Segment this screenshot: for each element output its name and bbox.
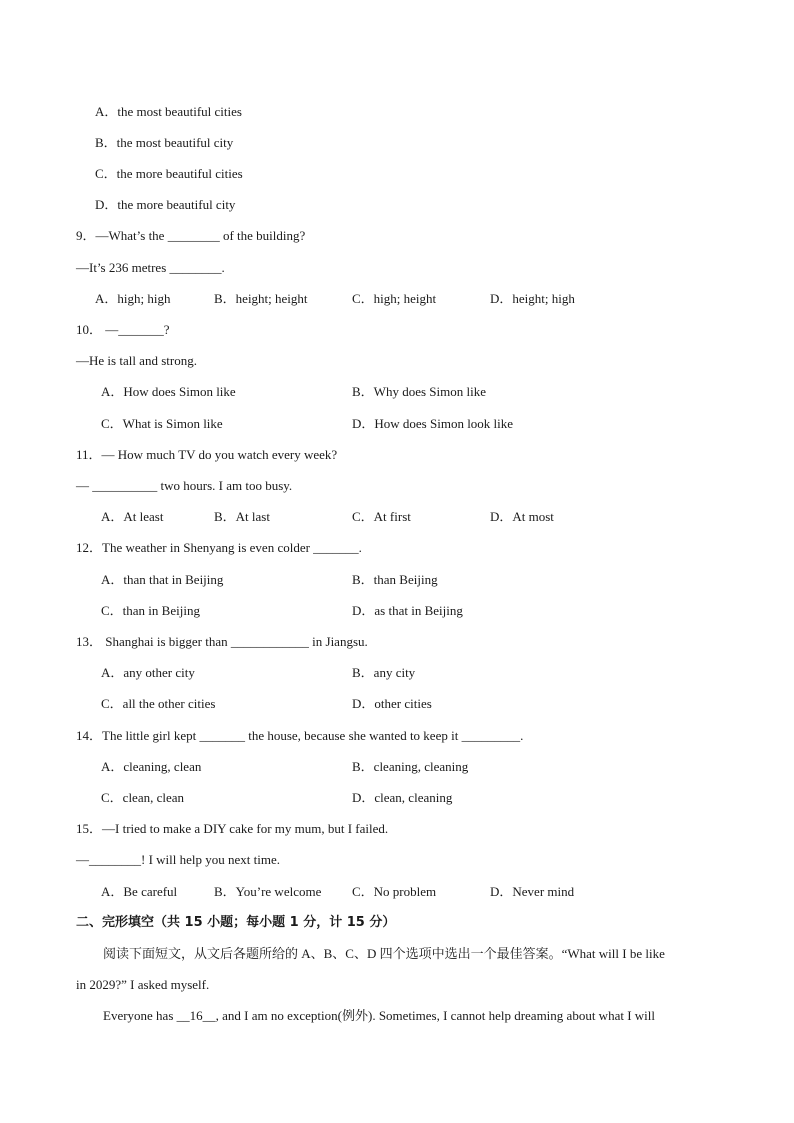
q9-option-a: A．high; high [95,291,171,306]
q13-option-b: B．any city [352,665,416,680]
section-heading: 二、完形填空（共 15 小题；每小题 1 分，计 15 分） [76,915,396,930]
q10-option-a: A．How does Simon like [101,384,236,399]
q15-prompt: 15．—I tried to make a DIY cake for my mum, but I failed. [76,821,389,836]
q15-option-c: C．No problem [352,884,437,899]
q12-option-d: D．as that in Beijing [352,603,463,618]
q10-prompt: 10． —_______? [76,322,170,337]
q14-option-c: C．clean, clean [101,790,185,805]
q11-option-b: B．At last [214,509,270,524]
q9-reply: —It’s 236 metres ________. [76,260,225,275]
q11-reply: — __________ two hours. I am too busy. [76,478,293,493]
q13-prompt: 13． Shanghai is bigger than ____________ in Jiangsu. [76,634,368,649]
q14-option-a: A．cleaning, clean [101,759,202,774]
q8-option-a: A．the most beautiful cities [95,104,242,119]
q9-option-b: B．height; height [214,291,308,306]
q12-option-b: B．than Beijing [352,572,438,587]
q8-option-c: C．the more beautiful cities [95,166,243,181]
q11-option-d: D．At most [490,509,554,524]
q10-option-c: C．What is Simon like [101,416,223,431]
q10-option-b: B．Why does Simon like [352,384,486,399]
q14-prompt: 14．The little girl kept _______ the house, because she wanted to keep it _________. [76,728,524,743]
q12-option-a: A．than that in Beijing [101,572,224,587]
q14-option-b: B．cleaning, cleaning [352,759,469,774]
q13-option-a: A．any other city [101,665,195,680]
q8-option-b: B．the most beautiful city [95,135,234,150]
passage-text-rest: , and I am no exception(例外). Sometimes, I cannot help dreaming about what I will [215,1008,656,1023]
q15-option-d: D．Never mind [490,884,575,899]
q11-option-c: C．At first [352,509,411,524]
q9-option-d: D．height; high [490,291,575,306]
q13-option-d: D．other cities [352,696,432,711]
passage-first-line [103,1008,655,1024]
q11-prompt: 11．— How much TV do you watch every week? [76,447,338,462]
q10-option-d: D．How does Simon look like [352,416,514,431]
section-instruction-continued: in 2029?” I asked myself. [76,977,210,992]
q8-option-d: D．the more beautiful city [95,197,236,212]
q15-option-a: A．Be careful [101,884,178,899]
q12-prompt: 12．The weather in Shenyang is even colder _______. [76,540,362,555]
q13-option-c: C．all the other cities [101,696,216,711]
q9-prompt: 9．—What’s the ________ of the building? [76,228,306,243]
q9-option-c: C．high; height [352,291,437,306]
q10-reply: —He is tall and strong. [76,353,197,368]
passage-text-start: Everyone has [103,1008,177,1023]
blank-16: __16__ [176,1008,216,1023]
q11-option-a: A．At least [101,509,164,524]
q12-option-c: C．than in Beijing [101,603,200,618]
q15-reply: —________! I will help you next time. [76,852,281,867]
section-instruction: 阅读下面短文，从文后各题所给的 A、B、C、D 四个选项中选出一个最佳答案。“What will I be like [103,946,665,961]
q14-option-d: D．clean, cleaning [352,790,453,805]
q15-option-b: B．You’re welcome [214,884,322,899]
